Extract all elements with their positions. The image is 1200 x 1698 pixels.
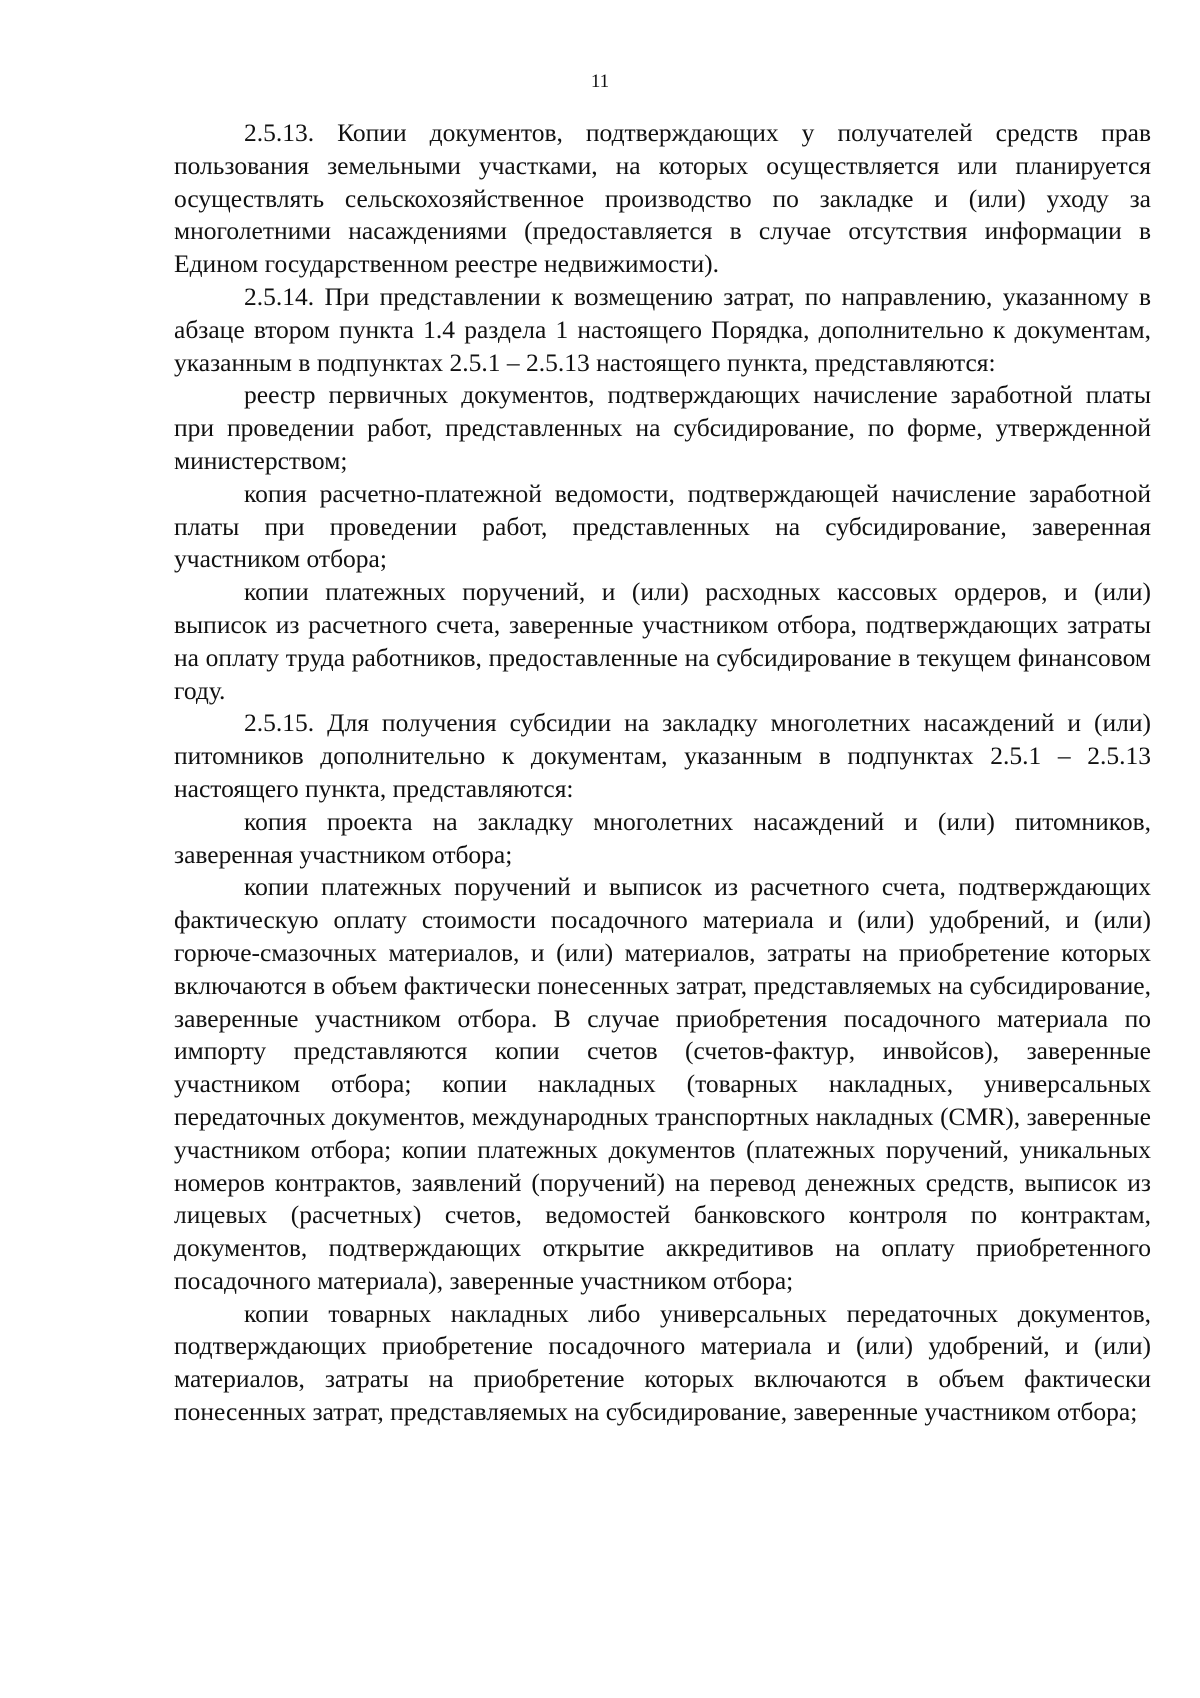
paragraph-payroll-register: реестр первичных документов, подтверждающих начисление заработной платы при проведении работ, представленных на субсидирование, по форме, утвержденной министерством; bbox=[174, 380, 1151, 475]
paragraph-2-5-14: 2.5.14. При представлении к возмещению затрат, по направлению, указанному в абзаце втором пункта 1.4 раздела 1 настоящего Порядка, дополнительно к документам, указанным в подпунктах 2.5.1 – 2.5.13 настоящего пункта, представляются: bbox=[174, 281, 1151, 377]
paragraph-2-5-13: 2.5.13. Копии документов, подтверждающих у получателей средств прав пользования земельными участками, на которых осуществляется или планируется осуществлять сельскохозяйственное производство по закладке и (или) уходу за многолетними насаждениями (предоставляется в случае отсутствия информации в Едином государственном реестре недвижимости). bbox=[174, 118, 1151, 279]
paragraph-2-5-15: 2.5.15. Для получения субсидии на закладку многолетних насаждений и (или) питомников дополнительно к документам, указанным в подпунктах 2.5.1 – 2.5.13 настоящего пункта, представляются: bbox=[174, 708, 1151, 803]
document-body bbox=[174, 117, 1151, 1429]
paragraph-payroll-statement: копия расчетно-платежной ведомости, подтверждающей начисление заработной платы при проведении работ, представленных на субсидирование, заверенная участником отбора; bbox=[174, 478, 1151, 574]
paragraph-planting-project: копия проекта на закладку многолетних насаждений и (или) питомников, заверенная участником отбора; bbox=[174, 806, 1151, 869]
paragraph-payment-orders: копии платежных поручений, и (или) расходных кассовых ордеров, и (или) выписок из расчетного счета, заверенные участником отбора, подтверждающих затраты на оплату труда работников, предоставленные на субсидирование в текущем финансовом году. bbox=[174, 577, 1151, 705]
paragraph-waybills: копии товарных накладных либо универсальных передаточных документов, подтверждающих приобретение посадочного материала и (или) удобрений, и (или) материалов, затраты на приобретение которых включаются в объем фактически понесенных затрат, представляемых на субсидирование, заверенные участником отбора; bbox=[174, 1298, 1151, 1427]
page-number: 11 bbox=[590, 71, 610, 92]
paragraph-payment-documents: копии платежных поручений и выписок из расчетного счета, подтверждающих фактическую оплату стоимости посадочного материала и (или) удобрений, и (или) горюче-смазочных материалов, и (или) материалов, затраты на приобретение которых включаются в объем фактически понесенных затрат, представляемых на субсидирование, заверенные участником отбора. В случае приобретения посадочного материала по импорту представляются копии счетов (счетов-фактур, инвойсов), заверенные участником отбора; копии накладных (товарных накладных, универсальных передаточных документов, международных транспортных накладных (CMR), заверенные участником отбора; копии платежных документов (платежных поручений, уникальных номеров контрактов, заявлений (поручений) на перевод денежных средств, выписок из лицевых (расчетных) счетов, ведомостей банковского контроля по контрактам, документов, подтверждающих открытие аккредитивов на оплату приобретенного посадочного материала), заверенные участником отбора; bbox=[174, 872, 1151, 1295]
